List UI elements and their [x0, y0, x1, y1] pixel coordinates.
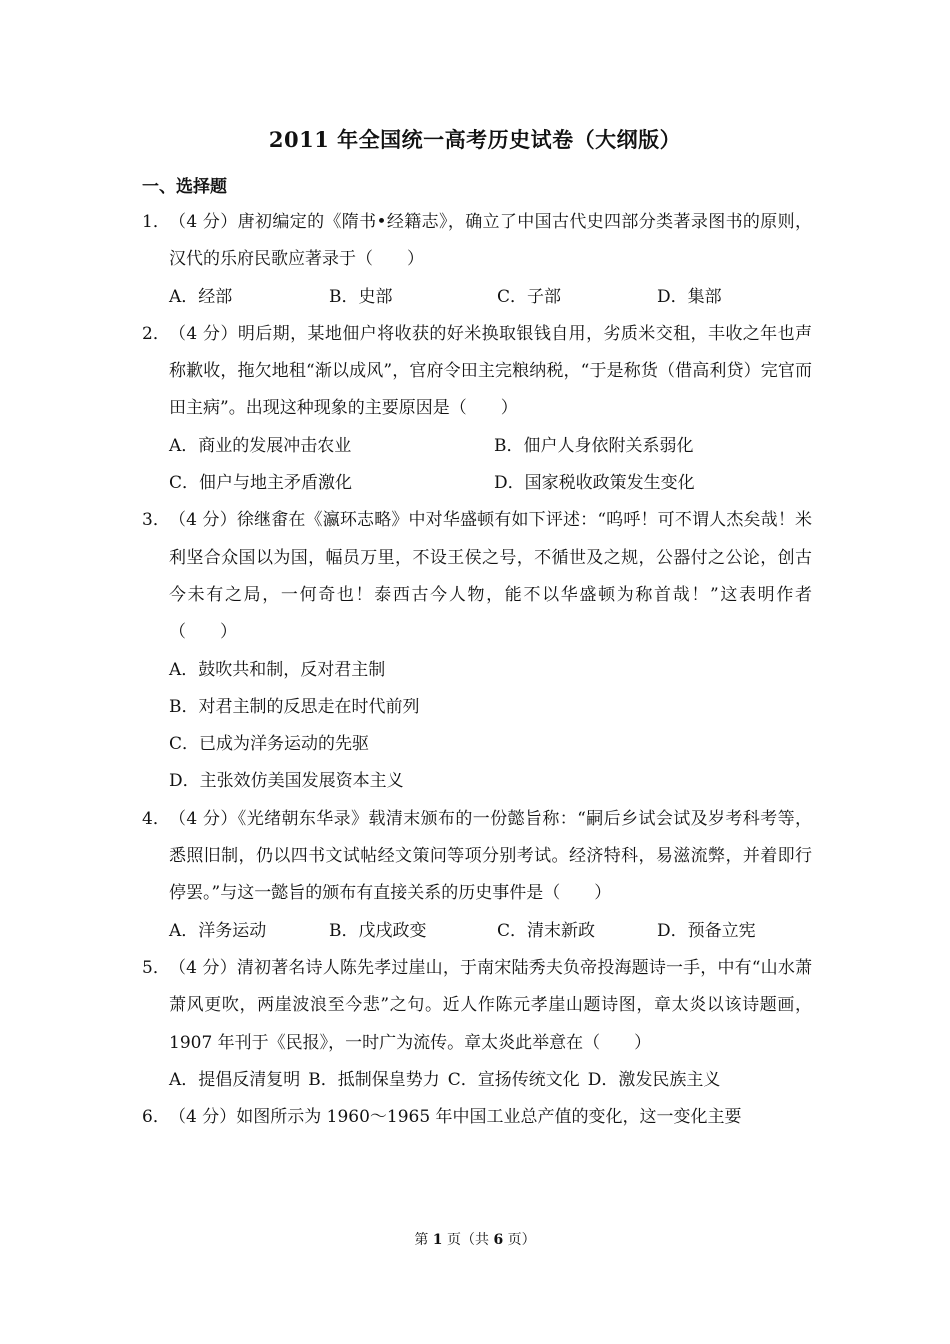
option-a: A．经部 [169, 286, 233, 307]
footer-mid: 页（共 [442, 1232, 494, 1248]
option-c: C．子部 [497, 286, 562, 307]
option-b: B．戊戌政变 [329, 920, 427, 941]
footer-prefix: 第 [414, 1232, 433, 1248]
question-4 [142, 801, 812, 950]
question-stem: （4 分）徐继畬在《瀛环志略》中对华盛顿有如下评述：“呜呼！可不谓人杰矣哉！米利坚合众国以为国，幅员万里，不设王侯之号，不循世及之规，公器付之公论，创古今未有之局，一何奇也！泰西古今人物，能不以华盛顿为称首哉！”这表明作者（ ） [169, 510, 812, 643]
option-d: D．集部 [657, 286, 722, 307]
page-footer [0, 1229, 950, 1249]
question-number: 5． [142, 957, 170, 978]
option-c: C．清末新政 [497, 920, 596, 941]
option-b: B．佃户人身依附关系弱化 [494, 435, 694, 456]
options-row [169, 279, 812, 316]
option-c: C．已成为洋务运动的先驱 [169, 734, 370, 755]
question-5 [142, 950, 812, 1099]
option-b: B．对君主制的反思走在时代前列 [169, 696, 420, 717]
option-a: A．鼓吹共和制，反对君主制 [169, 659, 386, 680]
option-c: C．宣扬传统文化 [447, 1069, 580, 1090]
section-heading: 一、选择题 [142, 177, 227, 197]
options-row [169, 913, 812, 950]
option-d: D．预备立宪 [657, 920, 756, 941]
question-list [142, 204, 812, 1136]
question-1 [142, 204, 812, 316]
option-c: C．佃户与地主矛盾激化 [169, 473, 353, 494]
option-d: D．国家税收政策发生变化 [494, 473, 695, 494]
footer-total-pages: 6 [493, 1232, 504, 1248]
footer-page-number: 1 [432, 1232, 443, 1248]
page-title: 2011 年全国统一高考历史试卷（大纲版） [268, 127, 682, 152]
question-3 [142, 502, 812, 800]
options-row [169, 1062, 812, 1099]
options-row [169, 428, 812, 465]
question-number: 3． [142, 510, 170, 531]
option-b: B．史部 [329, 286, 393, 307]
question-stem: （4 分）《光绪朝东华录》载清末颁布的一份懿旨称：“嗣后乡试会试及岁考科考等，悉照旧制，仍以四书文试帖经文策问等项分别考试。经济特科，易滋流弊，并着即行停罢。”与这一懿旨的颁布有直接关系的历史事件是（ ） [169, 808, 812, 904]
option-d: D．主张效仿美国发展资本主义 [169, 771, 404, 792]
question-number: 1． [142, 212, 170, 232]
question-stem: （4 分）清初著名诗人陈先孝过崖山，于南宋陆秀夫负帝投海题诗一手，中有“山水萧萧风更吹，两崖波浪至今悲”之句。近人作陈元孝崖山题诗图，章太炎以该诗题画，1907 年刊于《民报》，一时广为流传。章太炎此举意在（ ） [169, 957, 812, 1053]
option-d: D．激发民族主义 [587, 1069, 721, 1090]
question-stem: （4 分）如图所示为 1960～1965 年中国工业总产值的变化，这一变化主要 [169, 1107, 742, 1128]
option-a: A．商业的发展冲击农业 [169, 435, 352, 456]
question-6 [142, 1099, 812, 1136]
option-a: A．洋务运动 [169, 920, 267, 941]
question-2 [142, 316, 812, 502]
question-number: 6． [142, 1107, 170, 1128]
question-number: 2． [142, 323, 170, 344]
footer-suffix: 页） [503, 1232, 536, 1248]
option-b: B．抵制保皇势力 [308, 1069, 440, 1090]
options-row [169, 465, 812, 502]
question-stem: （4 分）唐初编定的《隋书•经籍志》，确立了中国古代史四部分类著录图书的原则，汉代的乐府民歌应著录于（ ） [169, 212, 812, 270]
option-a: A．提倡反清复明 [169, 1069, 301, 1090]
question-number: 4． [142, 808, 170, 829]
question-stem: （4 分）明后期，某地佃户将收获的好米换取银钱自用，劣质米交租，丰收之年也声称歉收，拖欠地租“渐以成风”，官府令田主完粮纳税，“于是称货（借高利贷）完官而田主病”。出现这种现象的主要原因是（ ） [169, 323, 812, 419]
